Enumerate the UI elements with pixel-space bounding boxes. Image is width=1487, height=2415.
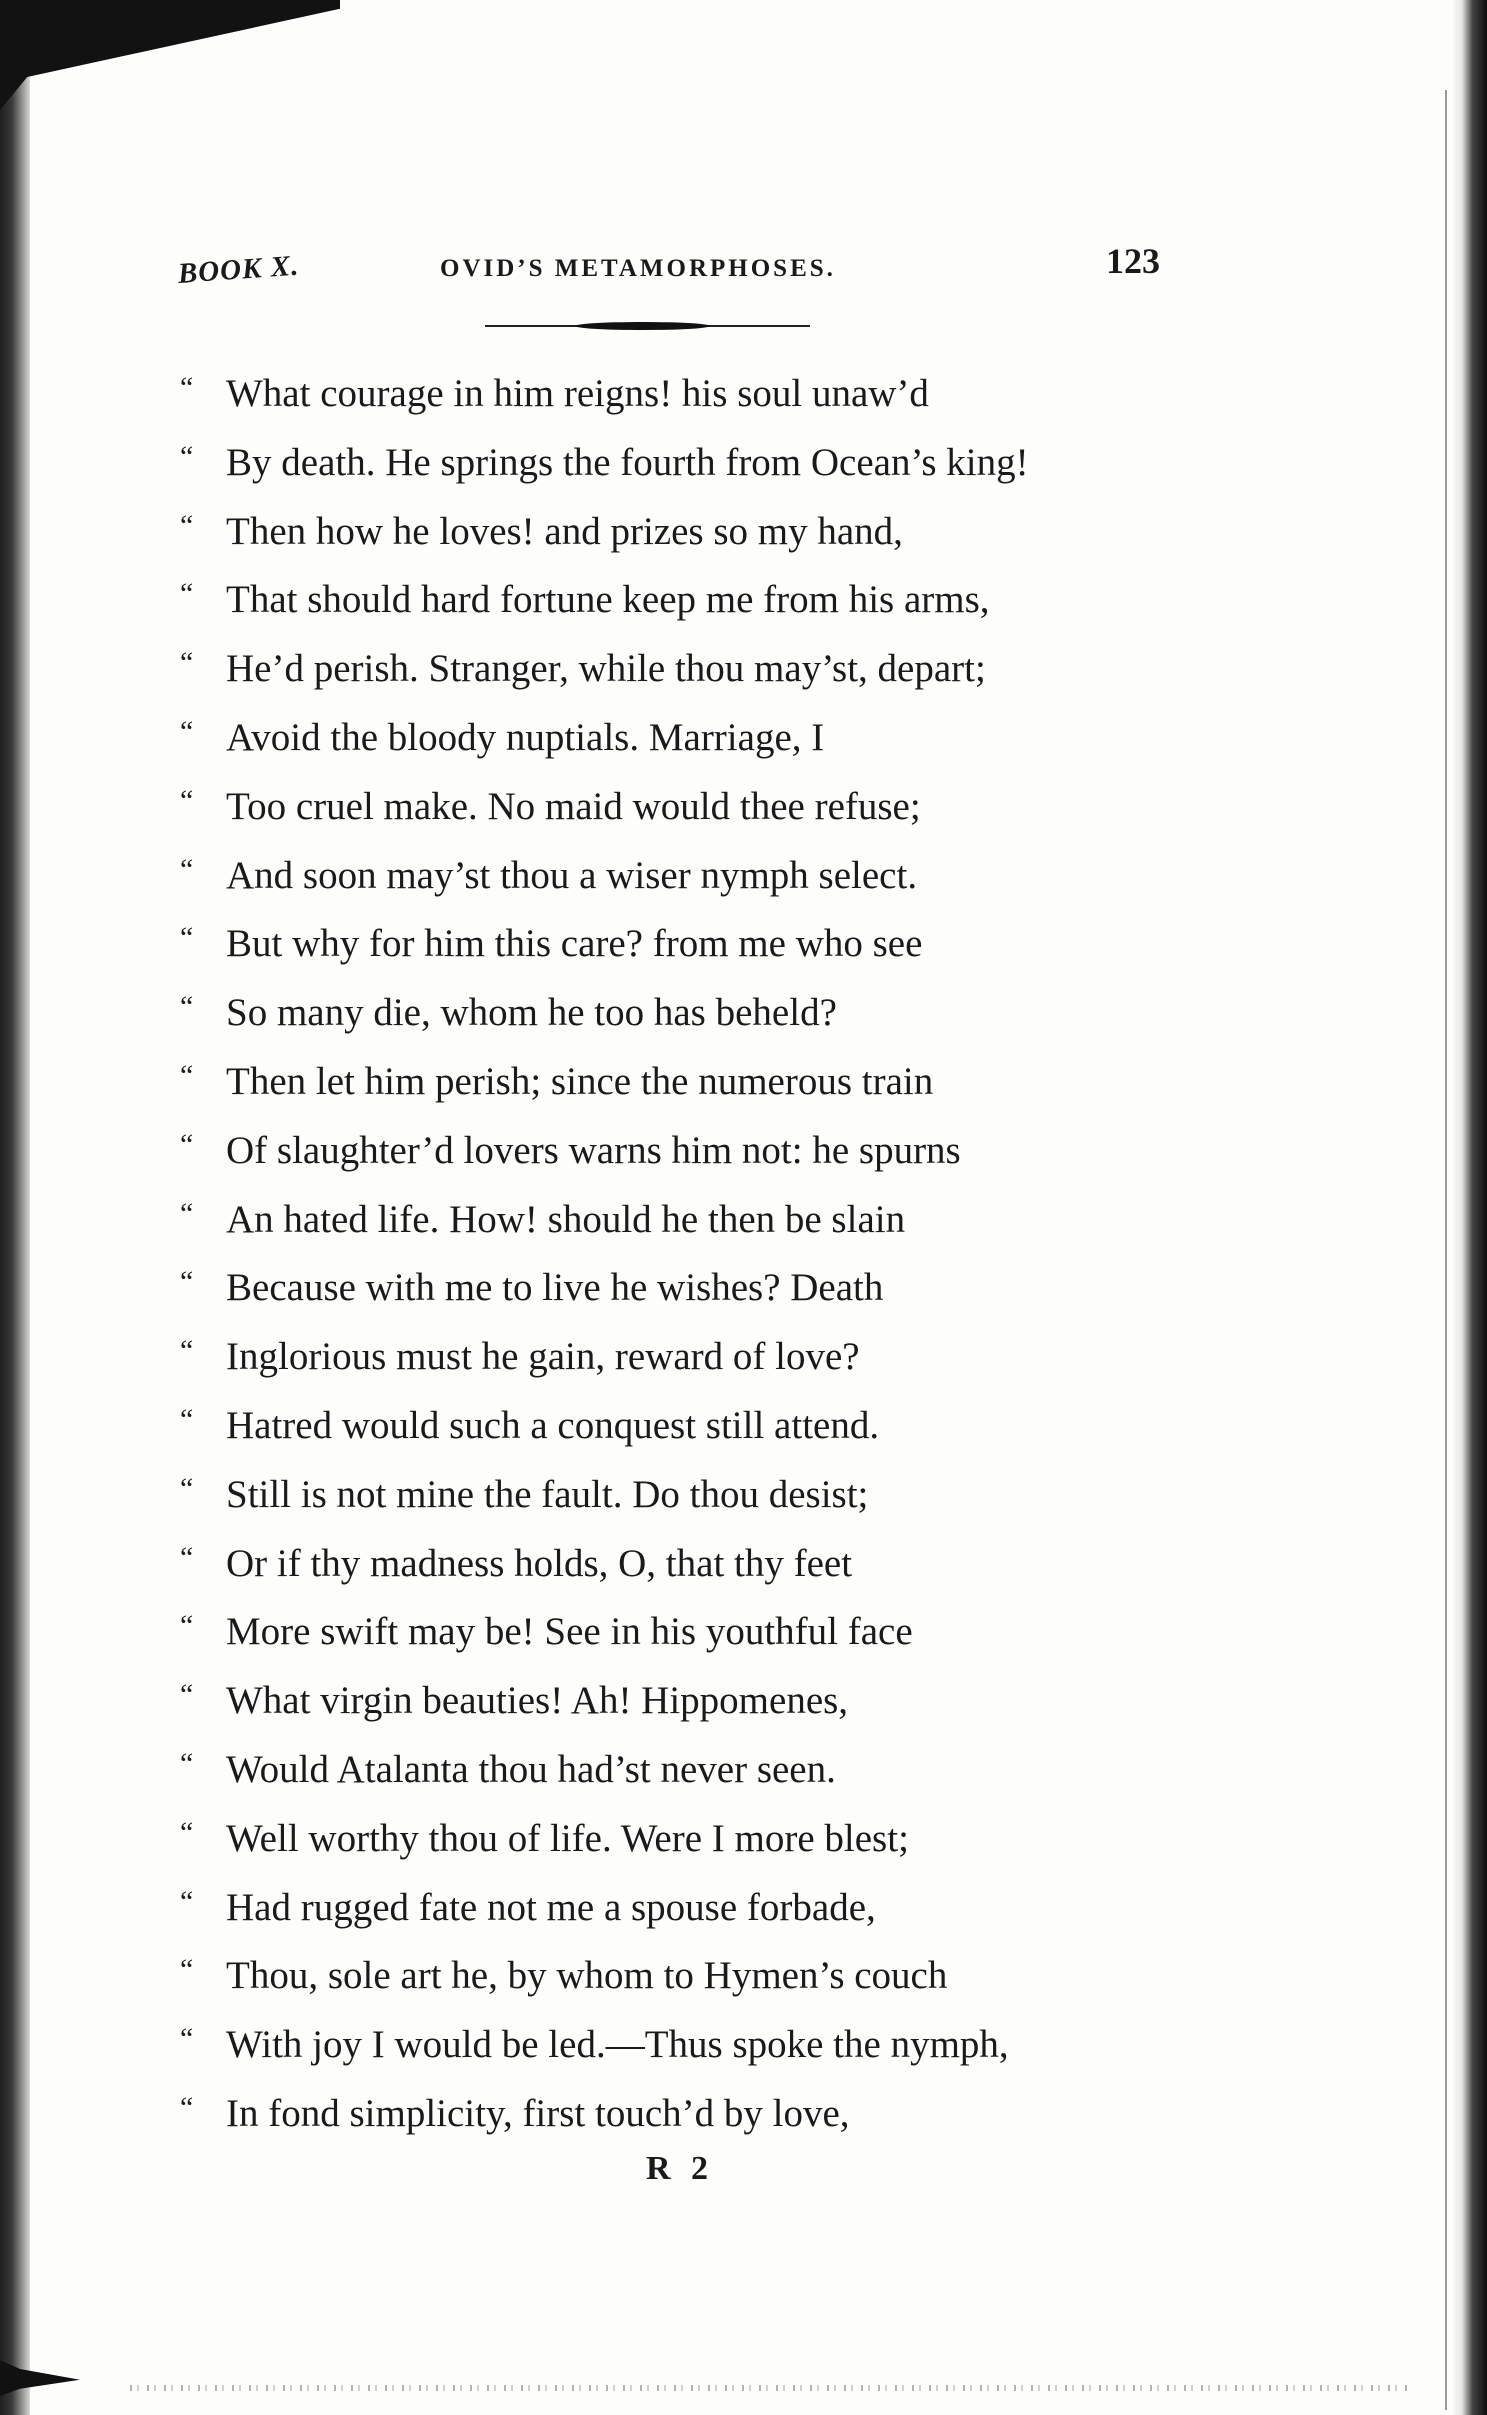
verse-line-text: What courage in him reigns! his soul unaw’d [226, 372, 929, 415]
quotation-mark: “ [180, 646, 194, 680]
quotation-mark: “ [180, 1746, 194, 1780]
verse-line-text: More swift may be! See in his youthful face [226, 1610, 913, 1654]
verse-line [180, 2080, 1220, 2149]
verse-line-text: Because with me to live he wishes? Death [226, 1266, 884, 1310]
verse-line [180, 773, 1220, 842]
verse-line [180, 498, 1220, 567]
quotation-mark: “ [180, 852, 194, 886]
quotation-mark: “ [180, 1815, 194, 1849]
signature-mark: R 2 [646, 2150, 715, 2187]
verse-line [180, 842, 1220, 911]
verse-line-text: What virgin beauties! Ah! Hippomenes, [226, 1679, 849, 1723]
verse-line-text: Of slaughter’d lovers warns him not: he spurns [226, 1128, 961, 1172]
quotation-mark: “ [180, 1884, 194, 1918]
quotation-mark: “ [180, 1471, 194, 1505]
verse-line-text: Had rugged fate not me a spouse forbade, [226, 1885, 876, 1929]
quotation-mark: “ [180, 439, 194, 473]
quotation-mark: “ [180, 1058, 194, 1092]
scan-margin-line [1445, 90, 1447, 2410]
verse-line [180, 910, 1220, 979]
verse-line-text: But why for him this care? from me who see [226, 922, 923, 966]
quotation-mark: “ [180, 714, 194, 748]
verse-line [180, 1736, 1220, 1805]
quotation-mark: “ [180, 1540, 194, 1574]
quotation-mark: “ [180, 1609, 194, 1643]
verse-line-text: Then let him perish; since the numerous train [226, 1059, 934, 1103]
verse-line [180, 1323, 1220, 1392]
verse-line-text: Thou, sole art he, by whom to Hymen’s couch [226, 1954, 948, 1998]
verse-line [180, 2011, 1220, 2080]
header-rule [485, 322, 810, 330]
scan-left-edge [0, 0, 30, 2415]
verse-line-text: By death. He springs the fourth from Ocean’s king! [226, 440, 1029, 484]
verse-block [180, 360, 1220, 2149]
verse-line-text: He’d perish. Stranger, while thou may’st, depart; [226, 647, 986, 691]
verse-line-text: Well worthy thou of life. Were I more blest; [226, 1816, 909, 1860]
running-head [178, 240, 1178, 300]
scan-right-edge [1451, 0, 1487, 2415]
verse-line-text: Still is not mine the fault. Do thou desist; [226, 1472, 869, 1516]
verse-line [180, 1805, 1220, 1874]
verse-line-text: Then how he loves! and prizes so my hand, [226, 509, 903, 553]
verse-line [180, 1874, 1220, 1943]
quotation-mark: “ [180, 1953, 194, 1987]
page-number: 123 [1106, 241, 1160, 281]
verse-line [180, 1254, 1220, 1323]
verse-line-text: Hatred would such a conquest still attend. [226, 1403, 880, 1447]
quotation-mark: “ [180, 2022, 194, 2056]
quotation-mark: “ [180, 371, 194, 404]
verse-line-text: Avoid the bloody nuptials. Marriage, I [226, 715, 825, 759]
quotation-mark: “ [180, 1127, 194, 1161]
verse-line-text: And soon may’st thou a wiser nymph select. [226, 853, 918, 897]
verse-line-text: An hated life. How! should he then be slain [226, 1197, 906, 1241]
quotation-mark: “ [180, 1334, 194, 1368]
header-rule-swell [575, 322, 710, 330]
scan-bottom-noise [130, 2385, 1410, 2391]
quotation-mark: “ [180, 990, 194, 1024]
quotation-mark: “ [180, 1196, 194, 1230]
verse-line [180, 704, 1220, 773]
verse-line [180, 1530, 1220, 1599]
verse-line [180, 1117, 1220, 1186]
verse-line [180, 979, 1220, 1048]
verse-line-text: So many die, whom he too has beheld? [226, 991, 837, 1035]
verse-line-text: Would Atalanta thou had’st never seen. [226, 1747, 836, 1791]
quotation-mark: “ [180, 921, 194, 955]
verse-line [180, 360, 1220, 429]
verse-line [180, 1461, 1220, 1530]
verse-line [180, 1186, 1220, 1255]
verse-line-text: With joy I would be led.—Thus spoke the nymph, [226, 2023, 1009, 2067]
scan-corner-shadow [0, 0, 340, 110]
verse-line [180, 635, 1220, 704]
verse-line [180, 566, 1220, 635]
quotation-mark: “ [180, 2090, 194, 2124]
quotation-mark: “ [180, 508, 194, 542]
quotation-mark: “ [180, 577, 194, 611]
verse-line-text: In fond simplicity, first touch’d by love, [226, 2091, 850, 2135]
book-label: BOOK X. [176, 249, 301, 290]
verse-line-text: That should hard fortune keep me from his arms, [226, 578, 990, 622]
verse-line [180, 429, 1220, 498]
verse-line [180, 1048, 1220, 1117]
quotation-mark: “ [180, 1402, 194, 1436]
verse-line-text: Too cruel make. No maid would thee refuse; [226, 784, 921, 828]
verse-line [180, 1598, 1220, 1667]
verse-line [180, 1667, 1220, 1736]
quotation-mark: “ [180, 1678, 194, 1712]
verse-line [180, 1942, 1220, 2011]
book-title: OVID’S METAMORPHOSES. [440, 255, 836, 282]
verse-line-text: Inglorious must he gain, reward of love? [226, 1335, 860, 1379]
quotation-mark: “ [180, 783, 194, 817]
quotation-mark: “ [180, 1265, 194, 1299]
verse-line-text: Or if thy madness holds, O, that thy feet [226, 1541, 853, 1585]
verse-line [180, 1392, 1220, 1461]
